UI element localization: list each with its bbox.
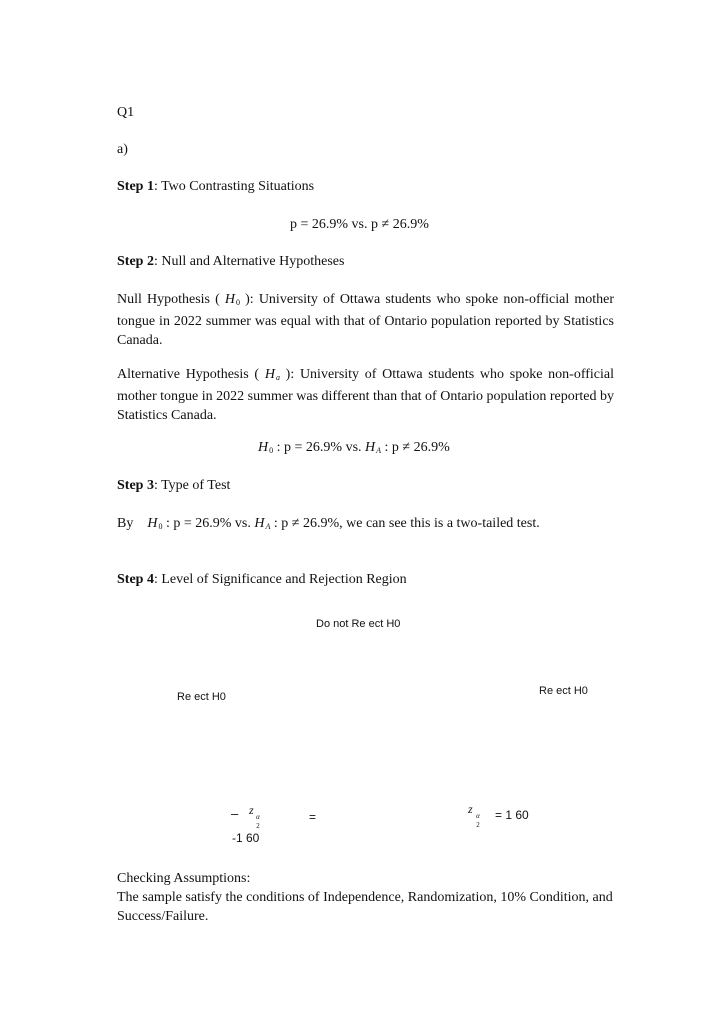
right-z-symbol: z bbox=[468, 802, 473, 816]
step2-label: Step 2 bbox=[117, 254, 154, 269]
left-two: 2 bbox=[256, 822, 260, 830]
step3-heading bbox=[117, 477, 230, 495]
left-equals: = bbox=[309, 810, 317, 824]
ha-symbol: Ha bbox=[264, 367, 280, 382]
assumptions-text: The sample satisfy the conditions of Independence, Randomization, 10% Condition, and Success/Failure. bbox=[117, 890, 613, 924]
step4-heading bbox=[117, 571, 407, 589]
by-label: By bbox=[117, 516, 134, 531]
right-two: 2 bbox=[476, 821, 480, 829]
right-critical-value: = 1 60 bbox=[495, 808, 529, 822]
null-prefix: Null Hypothesis ( bbox=[117, 292, 225, 307]
left-critical-value: -1 60 bbox=[232, 831, 260, 845]
step3-label: Step 3 bbox=[117, 478, 154, 493]
null-text: ): University of Ottawa students who spoke non-official mother tongue in 2022 summer was equal with that of Ontario population reported by Statistics Canada. bbox=[117, 292, 614, 348]
h0-symbol: $H_0$ bbox=[258, 440, 274, 455]
h0-symbol: $H_0$ bbox=[224, 292, 241, 307]
ha-symbol: HA bbox=[365, 440, 382, 455]
step1-heading bbox=[117, 178, 314, 196]
assumptions-title: Checking Assumptions: bbox=[117, 871, 251, 886]
alt-prefix: Alternative Hypothesis ( bbox=[117, 367, 265, 382]
reject-left-label: Re ect H0 bbox=[177, 691, 226, 703]
hypotheses-statement: $H_0$ : p = 26.9% vs. HA : p ≠ 26.9% bbox=[258, 440, 450, 455]
step3-title: : Type of Test bbox=[153, 478, 231, 493]
step1-label: Step 1 bbox=[117, 179, 154, 194]
left-z-symbol: z bbox=[249, 803, 254, 817]
step1-statement: p = 26.9% vs. p ≠ 26.9% bbox=[290, 217, 429, 232]
alternative-hypothesis bbox=[117, 365, 614, 425]
right-alpha: α bbox=[476, 812, 480, 820]
part-label: a) bbox=[117, 142, 128, 157]
ha-symbol: HA bbox=[254, 516, 271, 531]
step2-title: : Null and Alternative Hypotheses bbox=[153, 254, 345, 269]
null-hypothesis bbox=[117, 290, 614, 350]
left-minus-sign: – bbox=[231, 806, 239, 821]
left-alpha: α bbox=[256, 813, 260, 821]
alt-text: ): University of Ottawa students who spoke non-official mother tongue in 2022 summer was different than that of Ontario population reported by Statistics Canada. bbox=[117, 367, 615, 423]
step2-heading bbox=[117, 253, 344, 271]
step1-title: : Two Contrasting Situations bbox=[153, 179, 315, 194]
test-type-statement: By $H_0$ : p = 26.9% vs. HA : p ≠ 26.9%, we can see this is a two-tailed test. bbox=[117, 516, 540, 531]
h0-symbol: $H_0$ bbox=[147, 516, 163, 531]
step4-title: : Level of Significance and Rejection Region bbox=[153, 572, 407, 587]
do-not-reject-label: Do not Re ect H0 bbox=[316, 618, 401, 630]
question-number: Q1 bbox=[117, 105, 135, 120]
step4-label: Step 4 bbox=[117, 572, 154, 587]
reject-right-label: Re ect H0 bbox=[539, 685, 588, 697]
